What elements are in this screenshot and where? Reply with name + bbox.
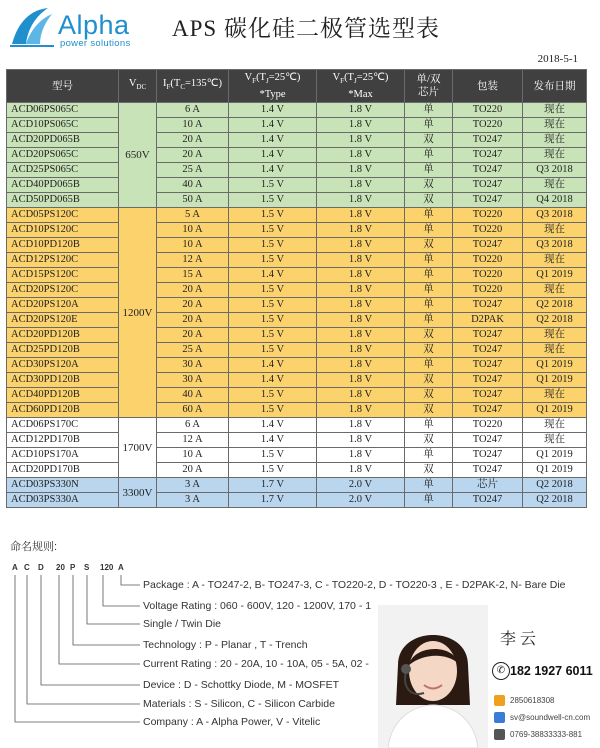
cell-die: 单 bbox=[405, 148, 453, 163]
cell-part: ACD10PS065C bbox=[7, 118, 119, 133]
cell-vf-typ: 1.4 V bbox=[229, 133, 317, 148]
cell-vf-max: 1.8 V bbox=[317, 208, 405, 223]
cell-part: ACD06PS065C bbox=[7, 103, 119, 118]
cell-vf-typ: 1.4 V bbox=[229, 268, 317, 283]
leader-line bbox=[41, 575, 140, 685]
naming-code-char: P bbox=[70, 563, 76, 572]
cell-release: 现在 bbox=[523, 133, 587, 148]
cell-current: 50 A bbox=[157, 193, 229, 208]
cell-part: ACD06PS170C bbox=[7, 418, 119, 433]
cell-package: TO247 bbox=[453, 298, 523, 313]
logo-word: Alpha bbox=[58, 10, 130, 40]
cell-package: TO247 bbox=[453, 403, 523, 418]
naming-code-char: 20 bbox=[56, 563, 65, 572]
cell-part: ACD10PS120C bbox=[7, 223, 119, 238]
col-header-vf-max: $V_F(T_J=25℃)$ *Max bbox=[317, 70, 405, 103]
cell-release: Q1 2019 bbox=[523, 463, 587, 478]
cell-vf-typ: 1.5 V bbox=[229, 178, 317, 193]
cell-die: 单 bbox=[405, 283, 453, 298]
cell-release: 现在 bbox=[523, 388, 587, 403]
cell-current: 12 A bbox=[157, 253, 229, 268]
cell-release: Q2 2018 bbox=[523, 313, 587, 328]
naming-description: Current Rating : 20 - 20A, 10 - 10A, 05 - 5A, 02 - bbox=[143, 658, 369, 670]
cell-die: 单 bbox=[405, 448, 453, 463]
cell-package: TO220 bbox=[453, 208, 523, 223]
email-icon bbox=[494, 712, 505, 723]
cell-current: 40 A bbox=[157, 388, 229, 403]
cell-package: TO220 bbox=[453, 253, 523, 268]
cell-vf-typ: 1.5 V bbox=[229, 388, 317, 403]
cell-die: 单 bbox=[405, 268, 453, 283]
cell-current: 10 A bbox=[157, 118, 229, 133]
tel-icon bbox=[494, 729, 505, 740]
cell-package: TO247 bbox=[453, 148, 523, 163]
cell-vf-max: 1.8 V bbox=[317, 133, 405, 148]
cell-current: 6 A bbox=[157, 418, 229, 433]
cell-release: Q1 2019 bbox=[523, 448, 587, 463]
cell-release: Q1 2019 bbox=[523, 373, 587, 388]
cell-vf-typ: 1.7 V bbox=[229, 493, 317, 508]
cell-part: ACD20PS065C bbox=[7, 148, 119, 163]
cell-package: TO247 bbox=[453, 178, 523, 193]
leader-line bbox=[59, 575, 140, 664]
cell-release: Q3 2018 bbox=[523, 238, 587, 253]
cell-vf-max: 1.8 V bbox=[317, 193, 405, 208]
leader-line bbox=[103, 575, 140, 606]
cell-die: 单 bbox=[405, 418, 453, 433]
cell-vf-max: 1.8 V bbox=[317, 313, 405, 328]
leader-line bbox=[87, 575, 140, 624]
leader-line bbox=[121, 575, 140, 585]
cell-vf-typ: 1.5 V bbox=[229, 283, 317, 298]
cell-release: Q1 2019 bbox=[523, 358, 587, 373]
cell-current: 60 A bbox=[157, 403, 229, 418]
cell-release: Q1 2019 bbox=[523, 268, 587, 283]
cell-vf-typ: 1.5 V bbox=[229, 223, 317, 238]
cell-vf-max: 2.0 V bbox=[317, 493, 405, 508]
col-header-vf-typ: $V_F(T_J=25℃)$ *Type bbox=[229, 70, 317, 103]
cell-die: 双 bbox=[405, 343, 453, 358]
cell-die: 双 bbox=[405, 328, 453, 343]
cell-die: 单 bbox=[405, 493, 453, 508]
cell-release: Q2 2018 bbox=[523, 298, 587, 313]
cell-current: 40 A bbox=[157, 178, 229, 193]
cell-vf-max: 2.0 V bbox=[317, 478, 405, 493]
cell-current: 5 A bbox=[157, 208, 229, 223]
cell-current: 25 A bbox=[157, 163, 229, 178]
naming-description: Package : A - TO247-2, B- TO247-3, C - TO220-2, D - TO220-3 , E - D2PAK-2, N- Bare Die bbox=[143, 579, 566, 591]
cell-vf-max: 1.8 V bbox=[317, 178, 405, 193]
cell-package: TO247 bbox=[453, 463, 523, 478]
cell-package: D2PAK bbox=[453, 313, 523, 328]
document-date: 2018-5-1 bbox=[537, 53, 578, 65]
cell-package: TO247 bbox=[453, 343, 523, 358]
cell-vf-typ: 1.5 V bbox=[229, 328, 317, 343]
cell-vf-max: 1.8 V bbox=[317, 118, 405, 133]
cell-vf-max: 1.8 V bbox=[317, 358, 405, 373]
cell-release: 现在 bbox=[523, 418, 587, 433]
cell-release: 现在 bbox=[523, 223, 587, 238]
cell-release: 现在 bbox=[523, 103, 587, 118]
cell-die: 单 bbox=[405, 163, 453, 178]
cell-part: ACD12PD170B bbox=[7, 433, 119, 448]
cell-vf-max: 1.8 V bbox=[317, 373, 405, 388]
phone-icon: ✆ bbox=[492, 662, 510, 680]
cell-die: 双 bbox=[405, 433, 453, 448]
cell-die: 单 bbox=[405, 118, 453, 133]
cell-vf-typ: 1.5 V bbox=[229, 448, 317, 463]
contact-qq[interactable]: 2850618308 bbox=[510, 696, 555, 705]
cell-vf-typ: 1.4 V bbox=[229, 373, 317, 388]
cell-vf-max: 1.8 V bbox=[317, 403, 405, 418]
cell-die: 单 bbox=[405, 253, 453, 268]
cell-vf-max: 1.8 V bbox=[317, 163, 405, 178]
voltage-group-cell: 1700V bbox=[119, 418, 157, 478]
cell-vf-max: 1.8 V bbox=[317, 388, 405, 403]
col-header-release: 发布日期 bbox=[523, 70, 587, 103]
cell-vf-max: 1.8 V bbox=[317, 433, 405, 448]
naming-code-char: C bbox=[24, 563, 30, 572]
cell-package: TO220 bbox=[453, 223, 523, 238]
contact-name: 李云 bbox=[500, 631, 541, 648]
col-header-vdc: $V_{DC}$ bbox=[119, 70, 157, 103]
cell-package: TO247 bbox=[453, 493, 523, 508]
cell-package: TO247 bbox=[453, 388, 523, 403]
naming-description: Single / Twin Die bbox=[143, 618, 222, 630]
cell-vf-typ: 1.4 V bbox=[229, 148, 317, 163]
col-header-package: 包装 bbox=[453, 70, 523, 103]
logo-tagline: power solutions bbox=[60, 38, 131, 49]
naming-description: Company : A - Alpha Power, V - Vitelic bbox=[143, 716, 321, 728]
cell-vf-typ: 1.4 V bbox=[229, 103, 317, 118]
cell-release: 现在 bbox=[523, 343, 587, 358]
cell-die: 单 bbox=[405, 103, 453, 118]
cell-vf-typ: 1.5 V bbox=[229, 208, 317, 223]
leader-line bbox=[15, 575, 140, 722]
cell-current: 20 A bbox=[157, 298, 229, 313]
cell-part: ACD05PS120C bbox=[7, 208, 119, 223]
cell-current: 20 A bbox=[157, 328, 229, 343]
cell-release: Q3 2018 bbox=[523, 163, 587, 178]
cell-package: TO220 bbox=[453, 268, 523, 283]
naming-code-char: A bbox=[118, 563, 124, 572]
cell-vf-typ: 1.5 V bbox=[229, 463, 317, 478]
cell-vf-max: 1.8 V bbox=[317, 283, 405, 298]
cell-vf-max: 1.8 V bbox=[317, 298, 405, 313]
cell-vf-max: 1.8 V bbox=[317, 223, 405, 238]
cell-part: ACD30PD120B bbox=[7, 373, 119, 388]
cell-part: ACD25PS065C bbox=[7, 163, 119, 178]
naming-code-char: D bbox=[38, 563, 44, 572]
cell-package: 芯片 bbox=[453, 478, 523, 493]
naming-code-char: 120 bbox=[100, 563, 114, 572]
page-title: APS 碳化硅二极管选型表 bbox=[172, 16, 440, 41]
cell-vf-typ: 1.5 V bbox=[229, 253, 317, 268]
cell-die: 单 bbox=[405, 298, 453, 313]
cell-current: 30 A bbox=[157, 358, 229, 373]
cell-package: TO247 bbox=[453, 133, 523, 148]
cell-current: 10 A bbox=[157, 238, 229, 253]
cell-release: Q2 2018 bbox=[523, 478, 587, 493]
cell-part: ACD25PD120B bbox=[7, 343, 119, 358]
cell-release: Q1 2019 bbox=[523, 403, 587, 418]
naming-description: Technology : P - Planar , T - Trench bbox=[143, 639, 308, 651]
voltage-group-cell: 1200V bbox=[119, 208, 157, 418]
cell-release: 现在 bbox=[523, 118, 587, 133]
cell-vf-typ: 1.4 V bbox=[229, 163, 317, 178]
cell-package: TO247 bbox=[453, 358, 523, 373]
cell-die: 单 bbox=[405, 358, 453, 373]
cell-vf-typ: 1.5 V bbox=[229, 343, 317, 358]
cell-die: 双 bbox=[405, 388, 453, 403]
cell-vf-typ: 1.5 V bbox=[229, 403, 317, 418]
cell-current: 20 A bbox=[157, 313, 229, 328]
cell-die: 双 bbox=[405, 463, 453, 478]
cell-part: ACD10PS170A bbox=[7, 448, 119, 463]
cell-vf-typ: 1.5 V bbox=[229, 193, 317, 208]
cell-vf-typ: 1.7 V bbox=[229, 478, 317, 493]
cell-release: Q4 2018 bbox=[523, 193, 587, 208]
cell-part: ACD03PS330N bbox=[7, 478, 119, 493]
cell-release: 现在 bbox=[523, 148, 587, 163]
cell-part: ACD15PS120C bbox=[7, 268, 119, 283]
cell-current: 20 A bbox=[157, 148, 229, 163]
contact-phone[interactable]: 182 1927 6011 bbox=[510, 664, 593, 678]
cell-part: ACD10PD120B bbox=[7, 238, 119, 253]
cell-vf-typ: 1.4 V bbox=[229, 358, 317, 373]
cell-release: 现在 bbox=[523, 328, 587, 343]
cell-vf-max: 1.8 V bbox=[317, 103, 405, 118]
cell-current: 15 A bbox=[157, 268, 229, 283]
cell-current: 20 A bbox=[157, 463, 229, 478]
cell-die: 双 bbox=[405, 403, 453, 418]
cell-current: 6 A bbox=[157, 103, 229, 118]
cell-vf-max: 1.8 V bbox=[317, 268, 405, 283]
cell-vf-typ: 1.5 V bbox=[229, 313, 317, 328]
leader-line bbox=[73, 575, 140, 645]
cell-die: 单 bbox=[405, 208, 453, 223]
cell-package: TO220 bbox=[453, 418, 523, 433]
cell-package: TO247 bbox=[453, 163, 523, 178]
cell-part: ACD20PS120E bbox=[7, 313, 119, 328]
cell-vf-max: 1.8 V bbox=[317, 343, 405, 358]
cell-part: ACD20PD065B bbox=[7, 133, 119, 148]
cell-vf-max: 1.8 V bbox=[317, 328, 405, 343]
cell-vf-typ: 1.5 V bbox=[229, 298, 317, 313]
cell-die: 双 bbox=[405, 238, 453, 253]
naming-description: Voltage Rating : 060 - 600V, 120 - 1200V, 170 - 1 bbox=[143, 600, 372, 612]
cell-part: ACD40PD065B bbox=[7, 178, 119, 193]
cell-vf-max: 1.8 V bbox=[317, 238, 405, 253]
cell-die: 双 bbox=[405, 178, 453, 193]
cell-die: 单 bbox=[405, 223, 453, 238]
cell-vf-typ: 1.4 V bbox=[229, 118, 317, 133]
cell-current: 30 A bbox=[157, 373, 229, 388]
cell-part: ACD12PS120C bbox=[7, 253, 119, 268]
cell-part: ACD60PD120B bbox=[7, 403, 119, 418]
cell-vf-typ: 1.4 V bbox=[229, 433, 317, 448]
cell-current: 20 A bbox=[157, 133, 229, 148]
cell-release: 现在 bbox=[523, 178, 587, 193]
cell-package: TO247 bbox=[453, 373, 523, 388]
naming-code-char: A bbox=[12, 563, 18, 572]
cell-current: 12 A bbox=[157, 433, 229, 448]
contact-photo bbox=[378, 605, 488, 748]
cell-part: ACD20PS120C bbox=[7, 283, 119, 298]
cell-part: ACD03PS330A bbox=[7, 493, 119, 508]
cell-package: TO220 bbox=[453, 283, 523, 298]
cell-current: 3 A bbox=[157, 493, 229, 508]
naming-rule-title: 命名规则: bbox=[10, 541, 58, 553]
cell-die: 单 bbox=[405, 313, 453, 328]
cell-die: 双 bbox=[405, 193, 453, 208]
cell-die: 单 bbox=[405, 478, 453, 493]
naming-description: Device : D - Schottky Diode, M - MOSFET bbox=[143, 679, 340, 691]
cell-release: 现在 bbox=[523, 253, 587, 268]
cell-release: Q3 2018 bbox=[523, 208, 587, 223]
cell-release: Q2 2018 bbox=[523, 493, 587, 508]
cell-die: 双 bbox=[405, 373, 453, 388]
voltage-group-cell: 650V bbox=[119, 103, 157, 208]
cell-vf-max: 1.8 V bbox=[317, 253, 405, 268]
cell-package: TO247 bbox=[453, 238, 523, 253]
cell-current: 10 A bbox=[157, 223, 229, 238]
cell-part: ACD20PD170B bbox=[7, 463, 119, 478]
cell-release: 现在 bbox=[523, 283, 587, 298]
cell-part: ACD30PS120A bbox=[7, 358, 119, 373]
contact-tel[interactable]: 0769-38833333-881 bbox=[510, 730, 583, 739]
qq-icon bbox=[494, 695, 505, 706]
cell-package: TO247 bbox=[453, 193, 523, 208]
cell-vf-max: 1.8 V bbox=[317, 448, 405, 463]
cell-package: TO247 bbox=[453, 448, 523, 463]
cell-vf-max: 1.8 V bbox=[317, 418, 405, 433]
naming-code-char: S bbox=[84, 563, 90, 572]
cell-current: 10 A bbox=[157, 448, 229, 463]
col-header-current: $I_F(T_C=135℃)$ bbox=[157, 70, 229, 103]
cell-die: 双 bbox=[405, 133, 453, 148]
cell-part: ACD50PD065B bbox=[7, 193, 119, 208]
cell-package: TO247 bbox=[453, 433, 523, 448]
cell-vf-typ: 1.5 V bbox=[229, 238, 317, 253]
cell-part: ACD40PD120B bbox=[7, 388, 119, 403]
contact-email[interactable]: sv@soundwell-cn.com bbox=[510, 713, 591, 722]
cell-part: ACD20PS120A bbox=[7, 298, 119, 313]
cell-vf-max: 1.8 V bbox=[317, 463, 405, 478]
cell-package: TO220 bbox=[453, 118, 523, 133]
cell-package: TO247 bbox=[453, 328, 523, 343]
col-header-part: 型号 bbox=[7, 70, 119, 103]
cell-part: ACD20PD120B bbox=[7, 328, 119, 343]
col-header-die: 单/双 芯片 bbox=[405, 70, 453, 103]
cell-current: 3 A bbox=[157, 478, 229, 493]
cell-vf-max: 1.8 V bbox=[317, 148, 405, 163]
cell-package: TO220 bbox=[453, 103, 523, 118]
naming-description: Materials : S - Silicon, C - Silicon Carbide bbox=[143, 698, 335, 710]
voltage-group-cell: 3300V bbox=[119, 478, 157, 508]
cell-current: 25 A bbox=[157, 343, 229, 358]
cell-release: 现在 bbox=[523, 433, 587, 448]
cell-current: 20 A bbox=[157, 283, 229, 298]
cell-vf-typ: 1.4 V bbox=[229, 418, 317, 433]
